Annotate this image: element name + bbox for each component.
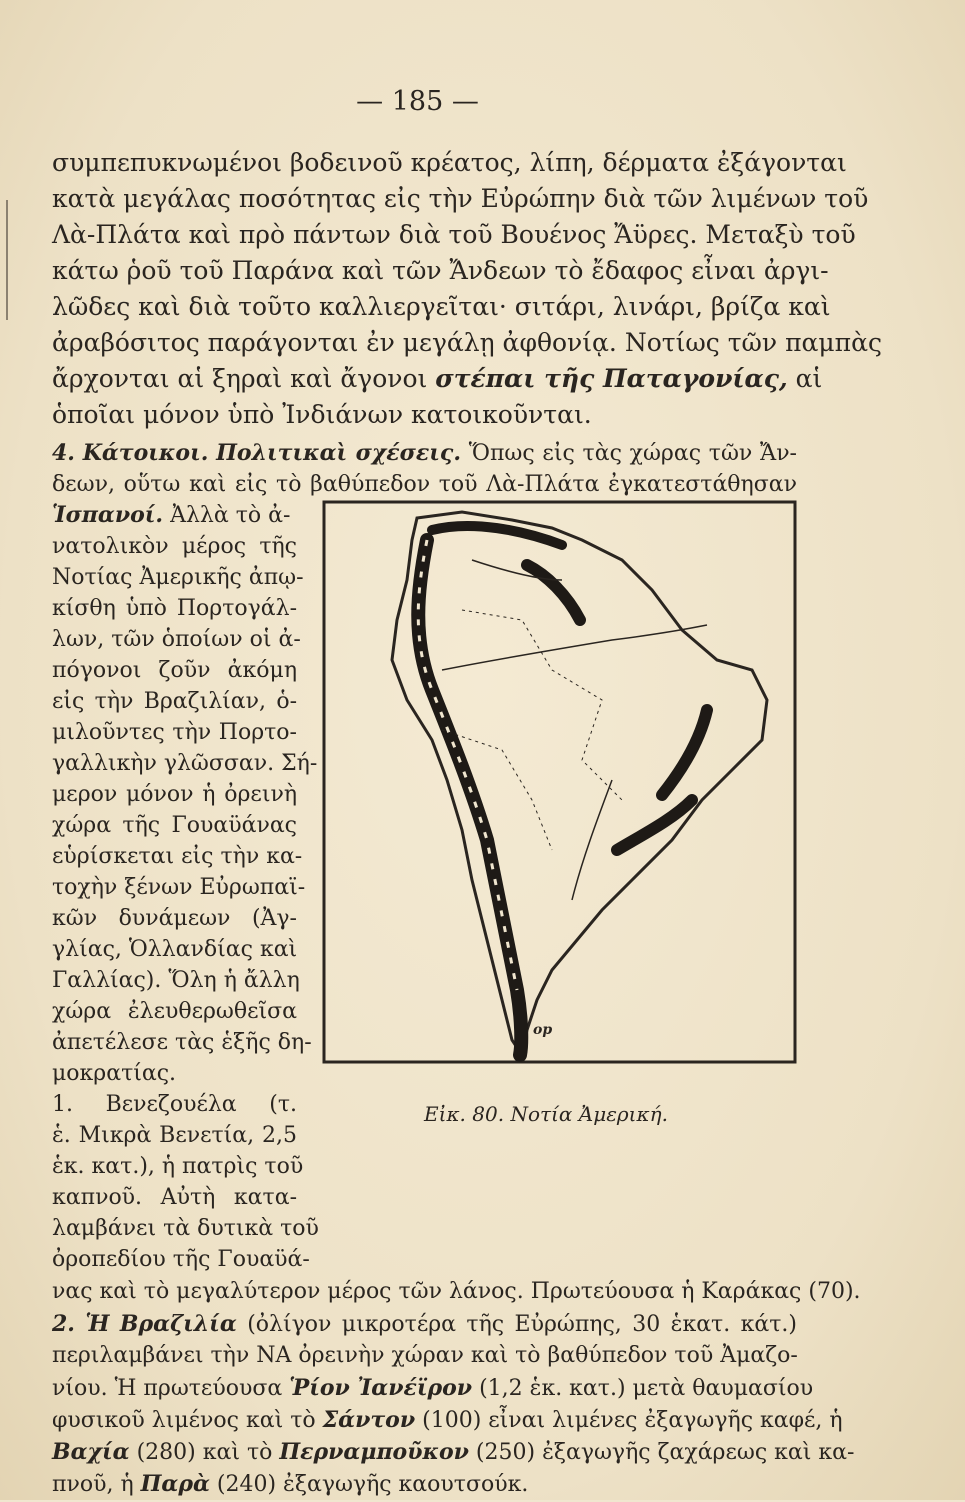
col-line: 1. Βενεζουέλα (τ. — [52, 1092, 297, 1117]
brazil-highlands-2 — [617, 800, 692, 850]
text-line: κάτω ῥοῦ τοῦ Παράνα καὶ τῶν Ἄνδεων τὸ ἔδαφος εἶναι ἀργι- — [52, 256, 829, 285]
col-line: πόγονοι ζοῦν ἀκόμη — [52, 658, 297, 683]
text-span: νίου. Ἡ πρωτεύουσα — [52, 1376, 290, 1401]
text-line — [52, 1467, 797, 1502]
text-line — [52, 1435, 855, 1470]
artist-signature: op — [533, 1022, 553, 1038]
bold-term-brazil: Βραζιλία — [119, 1311, 237, 1337]
col-line: ἑ. Μικρὰ Βενετία, 2,5 — [52, 1123, 297, 1148]
text-span: (280) καὶ τὸ — [129, 1440, 280, 1465]
col-line: χώρα ἐλευθερωθεῖσα — [52, 999, 297, 1024]
col-line: εὑρίσκεται εἰς τὴν κα- — [52, 844, 303, 869]
col-line: γαλλικὴν γλῶσσαν. Σή- — [52, 751, 318, 776]
text-line — [52, 362, 823, 396]
col-line: κῶν δυνάμεων (Ἀγ- — [52, 906, 297, 931]
bold-term-patagonia: στέπαι τῆς Παταγονίας, — [435, 364, 788, 393]
text-span: Ἀλλὰ τὸ ἀ- — [163, 503, 291, 528]
text-span: ἄρχονται αἱ ξηραὶ καὶ ἄγονοι — [52, 364, 436, 393]
bold-term-spaniards: Ἱσπανοί. — [52, 502, 164, 528]
figure-number: Εἰκ. 80. — [424, 1102, 505, 1126]
col-line: ἀπετέλεσε τὰς ἑξῆς δη- — [52, 1030, 312, 1055]
text-line — [52, 1371, 814, 1406]
text-line: ἀραβόσιτος παράγονται ἐν μεγάλῃ ἀφθονίᾳ. Νοτίως τῶν παμπὰς — [52, 328, 882, 357]
col-line: Νοτίας Ἀμερικῆς ἀπῳ- — [52, 565, 304, 590]
guiana-highlands — [527, 565, 580, 620]
col-line: λαμβάνει τὰ δυτικὰ τοῦ — [52, 1216, 319, 1241]
section-title: Κάτοικοι. — [82, 440, 209, 466]
text-span: (ὀλίγον μικροτέρα τῆς Εὐρώπης, 30 ἑκατ. κάτ.) — [247, 1312, 797, 1337]
text-span: πνοῦ, ἡ — [52, 1472, 141, 1497]
col-line: εἰς τὴν Βραζιλίαν, ὁ- — [52, 689, 297, 714]
bold-term-bahia: Βαχία — [52, 1439, 130, 1465]
text-span: Ὅπως εἰς τὰς χώρας τῶν Ἄν- — [460, 441, 797, 466]
col-line: κίσθη ὑπὸ Πορτογάλ- — [52, 596, 297, 621]
text-line: κατὰ μεγάλας ποσότητας εἰς τὴν Εὐρώπην διὰ τῶν λιμένων τοῦ — [52, 184, 869, 213]
section-title: Πολιτικαὶ σχέσεις. — [216, 440, 461, 466]
text-line: λῶδες καὶ διὰ τοῦτο καλλιεργεῖται· σιτάρι, λινάρι, βρίζα καὶ — [52, 292, 831, 321]
text-line — [52, 1307, 797, 1342]
text-span: αἱ — [787, 364, 823, 393]
text-line: νας καὶ τὸ μεγαλύτερον μέρος τῶν λάνος. Πρωτεύουσα ἡ Καράκας (70). — [52, 1279, 861, 1304]
bold-term-santos: Σάντον — [322, 1407, 416, 1433]
figure-title: Νοτία Ἀμερική. — [510, 1102, 668, 1126]
page-edge-mark — [6, 200, 8, 320]
border-line — [462, 610, 622, 800]
item-number: 2. — [52, 1311, 75, 1337]
bold-term-pernambuco: Περναμποῦκον — [279, 1439, 469, 1465]
col-line: μερον μόνον ἡ ὀρεινὴ — [52, 782, 297, 807]
northern-ridge — [432, 526, 562, 545]
col-line: Γαλλίας). Ὅλη ἡ ἄλλη — [52, 968, 300, 993]
text-span: (100) εἶναι λιμένες ἐξαγωγῆς καφέ, ἡ — [415, 1408, 843, 1433]
page-number: — 185 — — [356, 86, 479, 117]
section-4-heading-line — [52, 436, 797, 471]
col-line: τοχὴν ξένων Εὐρωπαϊ- — [52, 875, 306, 900]
col-line: μιλοῦντες τὴν Πορτο- — [52, 720, 297, 745]
text-line: δεων, οὕτω καὶ εἰς τὸ βαθύπεδον τοῦ Λὰ-Πλάτα ἐγκατεστάθησαν — [52, 472, 797, 497]
text-line: περιλαμβάνει τὴν ΝΑ ὀρεινὴν χώραν καὶ τὸ βαθύπεδον τοῦ Ἀμαζο- — [52, 1343, 798, 1368]
text-line — [52, 500, 297, 531]
parana-river — [572, 780, 612, 900]
brazil-highlands-1 — [662, 710, 707, 795]
section-number: 4. — [52, 440, 75, 466]
text-line: ὁποῖαι μόνον ὑπὸ Ἰνδιάνων κατοικοῦνται. — [52, 400, 592, 429]
col-line: καπνοῦ. Αὐτὴ κατα- — [52, 1185, 297, 1210]
text-line — [52, 1403, 843, 1438]
text-line: συμπεπυκνωμένοι βοδεινοῦ κρέατος, λίπη, δέρματα ἐξάγονται — [52, 148, 847, 177]
text-line: Λὰ-Πλάτα καὶ πρὸ πάντων διὰ τοῦ Βουένος Ἄϋρες. Μεταξὺ τοῦ — [52, 220, 856, 249]
col-line: λων, τῶν ὁποίων οἱ ἀ- — [52, 627, 301, 652]
south-america-map — [322, 500, 797, 1100]
col-line: γλίας, Ὁλλανδίας καὶ — [52, 937, 298, 962]
amazon-river — [442, 625, 707, 670]
text-span: Ἡ — [85, 1311, 110, 1337]
bold-term-rio: Ῥίον Ἰανέϊρον — [289, 1375, 473, 1401]
col-line: ὀροπεδίου τῆς Γουαϋά- — [52, 1247, 310, 1272]
text-span: (1,2 ἑκ. κατ.) μετὰ θαυμασίου — [472, 1376, 814, 1401]
col-line: χώρα τῆς Γουαϋάνας — [52, 813, 297, 838]
col-line: νατολικὸν μέρος τῆς — [52, 534, 297, 559]
col-line: ἑκ. κατ.), ἡ πατρὶς τοῦ — [52, 1154, 304, 1179]
text-span: (250) ἐξαγωγῆς ζαχάρεως καὶ κα- — [468, 1440, 855, 1465]
continent-outline — [392, 512, 767, 1055]
text-span: (240) ἐξαγωγῆς καουτσούκ. — [209, 1472, 529, 1497]
figure-caption — [424, 1102, 668, 1126]
text-span: φυσικοῦ λιμένος καὶ τὸ — [52, 1408, 323, 1433]
bold-term-para: Παρὰ — [140, 1471, 210, 1497]
col-line: μοκρατίας. — [52, 1061, 177, 1086]
